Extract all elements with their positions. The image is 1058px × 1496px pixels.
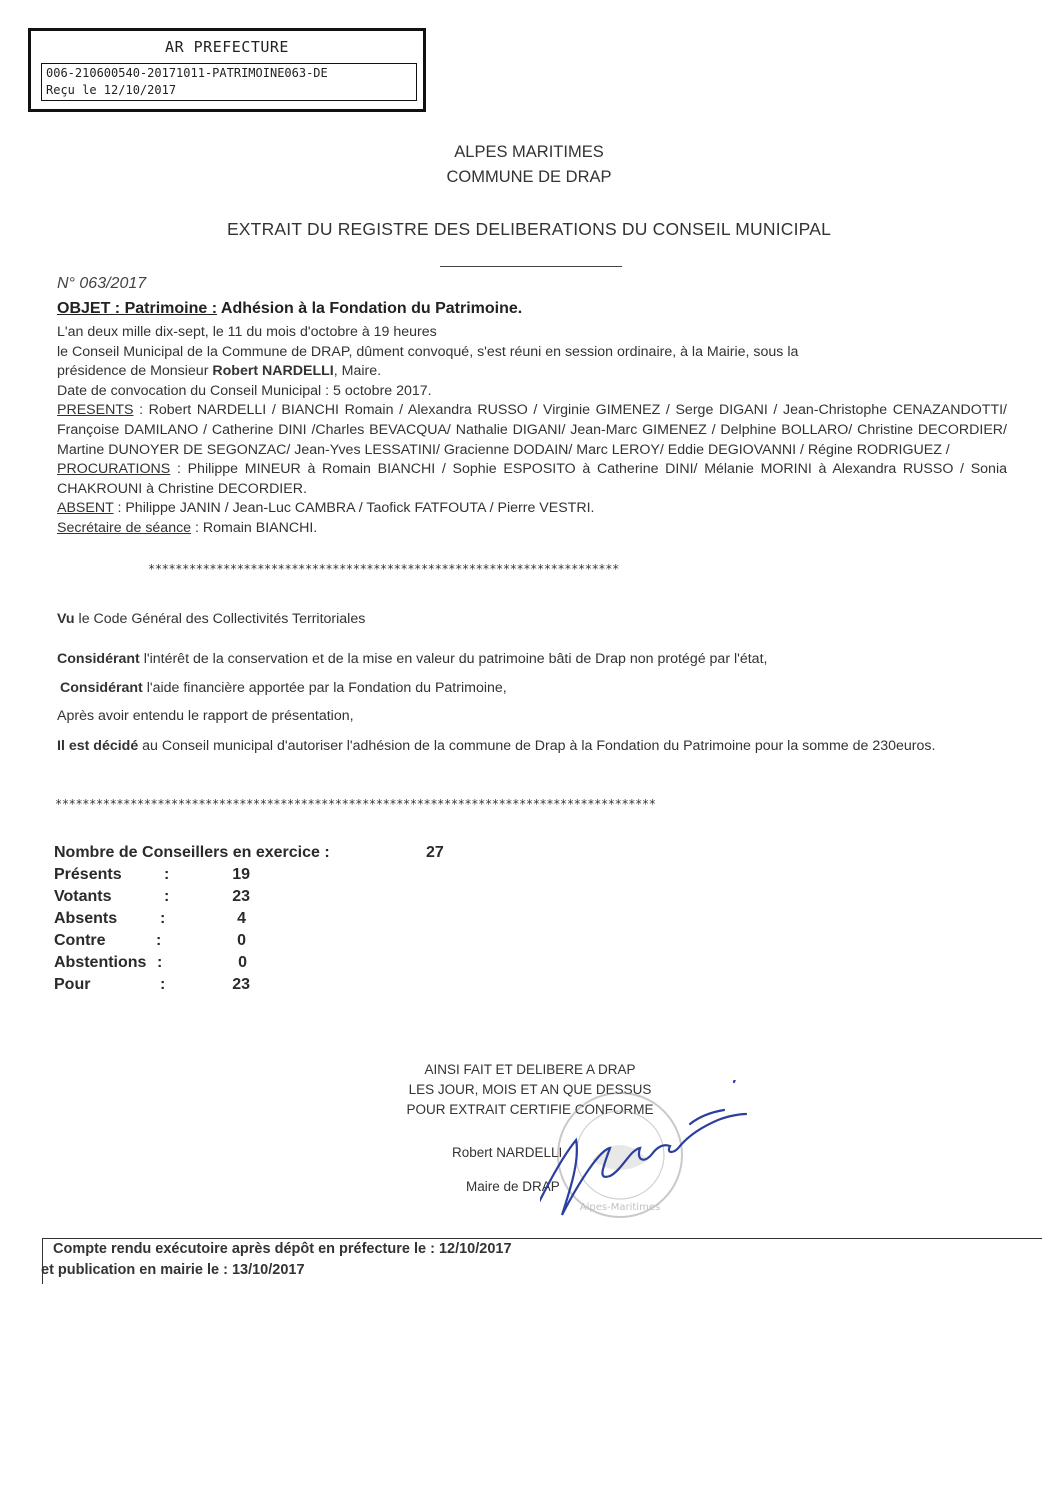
stamp-reference: 006-210600540-20171011-PATRIMOINE063-DE <box>46 66 328 80</box>
considerant-2-keyword: Considérant <box>60 680 143 696</box>
vote-label-absents: Absents <box>54 910 118 927</box>
vote-sep-presents: : <box>164 866 170 883</box>
decision-keyword: Il est décidé <box>57 738 139 754</box>
vote-label-votants: Votants <box>54 888 112 905</box>
certification-line-2: LES JOUR, MOIS ET AN QUE DESSUS <box>408 1082 652 1097</box>
considerant-1 <box>57 650 1007 670</box>
commune-name: COMMUNE DE DRAP <box>446 168 612 186</box>
considerant-1-keyword: Considérant <box>57 651 140 667</box>
department-name: ALPES MARITIMES <box>454 143 604 161</box>
vu-keyword: Vu <box>57 611 75 627</box>
session-info <box>57 323 1007 539</box>
decision-text: au Conseil municipal d'autoriser l'adhésion de la commune de Drap à la Fondation du Patrimoine pour la somme de 230euros. <box>138 738 936 754</box>
deliberation-number: N° 063/2017 <box>57 275 147 292</box>
stamp-reference-box <box>41 63 417 101</box>
considerant-2 <box>60 679 1010 699</box>
vote-sep-votants: : <box>164 888 170 905</box>
secretary-text: : Romain BIANCHI. <box>191 519 318 536</box>
absent-list <box>57 499 1007 519</box>
stamp-received-date: Reçu le 12/10/2017 <box>46 83 177 97</box>
signatory-name: Robert NARDELLI <box>452 1145 563 1160</box>
vote-value-presents: 19 <box>232 866 250 883</box>
councillors-in-office-label: Nombre de Conseillers en exercice : <box>54 844 330 861</box>
councillors-in-office-value: 27 <box>426 844 444 861</box>
certification-line-3: POUR EXTRAIT CERTIFIE CONFORME <box>406 1102 654 1117</box>
session-convening-line: le Conseil Municipal de la Commune de DRAP, dûment convoqué, s'est réuni en session ordinaire, à la Mairie, sous la <box>57 343 799 360</box>
secretary-line <box>57 519 1007 539</box>
vote-value-abstentions: 0 <box>238 954 247 971</box>
certification-line-1: AINSI FAIT ET DELIBERE A DRAP <box>424 1062 636 1077</box>
footer-line-1: Compte rendu exécutoire après dépôt en préfecture le : 12/10/2017 <box>53 1241 512 1257</box>
session-date-line: L'an deux mille dix-sept, le 11 du mois d'octobre à 19 heures <box>57 324 437 340</box>
mayor-name: Robert NARDELLI <box>212 363 334 380</box>
vote-sep-absents: : <box>160 910 166 927</box>
presents-list <box>57 401 1007 460</box>
procurations-text: : Philippe MINEUR à Romain BIANCHI / Sophie ESPOSITO à Catherine DINI/ Mélanie MORINI à Alexandra RUSSO / Sonia CHAKROUNI à Christine DECORDIER. <box>57 461 1007 497</box>
vote-value-contre: 0 <box>237 932 246 949</box>
absent-label: ABSENT <box>57 500 114 517</box>
vote-value-pour: 23 <box>232 976 250 993</box>
seal-text: Alpes-Maritimes <box>579 1202 661 1213</box>
mayor-seal-and-signature <box>540 1080 760 1230</box>
convocation-date-line: Date de convocation du Conseil Municipal : 5 octobre 2017. <box>57 382 432 399</box>
vote-sep-contre: : <box>156 932 162 949</box>
procurations-list <box>57 460 1007 499</box>
vote-sep-pour: : <box>160 976 166 993</box>
deliberation-object <box>57 300 522 318</box>
document-title: EXTRAIT DU REGISTRE DES DELIBERATIONS DU CONSEIL MUNICIPAL <box>226 219 832 239</box>
stamp-title: AR PREFECTURE <box>165 38 289 56</box>
title-divider <box>440 266 622 267</box>
vote-value-absents: 4 <box>237 910 246 927</box>
presentation-line: Après avoir entendu le rapport de présentation, <box>57 708 354 724</box>
prefecture-stamp <box>28 28 426 112</box>
vote-label-presents: Présents <box>54 866 122 883</box>
decision-paragraph <box>57 737 1007 757</box>
vote-label-pour: Pour <box>54 976 91 993</box>
presidency-suffix: , Maire. <box>333 363 382 380</box>
considerant-2-text: l'aide financière apportée par la Fondation du Patrimoine, <box>142 680 507 696</box>
vote-label-contre: Contre <box>54 932 106 949</box>
object-text: Adhésion à la Fondation du Patrimoine. <box>217 300 523 317</box>
stars-separator-bottom: **************************************************************************************** <box>55 797 656 811</box>
absent-text: : Philippe JANIN / Jean-Luc CAMBRA / Taofick FATFOUTA / Pierre VESTRI. <box>113 500 595 517</box>
vote-value-votants: 23 <box>232 888 250 905</box>
footer-box <box>42 1238 1042 1284</box>
session-presidency-line <box>57 362 1007 382</box>
vu-text: le Code Général des Collectivités Territoriales <box>74 611 366 627</box>
signatory-role: Maire de DRAP <box>466 1179 560 1194</box>
footer-line-2: et publication en mairie le : 13/10/2017 <box>41 1262 305 1278</box>
vote-sep-abstentions: : <box>157 954 163 971</box>
handwritten-signature-icon <box>540 1080 746 1220</box>
stars-separator-top: ********************************************************************* <box>148 562 619 576</box>
secretary-label: Secrétaire de séance <box>57 519 192 536</box>
considerant-1-text: l'intérêt de la conservation et de la mise en valeur du patrimoine bâti de Drap non protégé par l'état, <box>139 651 768 667</box>
presidency-prefix: présidence de Monsieur <box>57 363 213 380</box>
presents-text: : Robert NARDELLI / BIANCHI Romain / Alexandra RUSSO / Virginie GIMENEZ / Serge DIGANI / Jean-Christophe CENAZANDOTTI/ Françoise DAMILANO / Catherine DINI /Charles BEVACQUA/ Nathalie DIGANI/ Jean-Marc GIMENEZ / Delphine BOLLARO/ Christine DECORDIER/ Martine DUNOYER DE SEGONZAC/ Jean-Yves LESSATINI/ Gracienne DODAIN/ Marc LEROY/ Eddie DEGIOVANNI / Régine RODRIGUEZ / <box>57 402 1007 458</box>
vu-line <box>57 610 1007 630</box>
presents-label: PRESENTS <box>57 402 134 419</box>
vote-label-abstentions: Abstentions <box>54 954 147 971</box>
procurations-label: PROCURATIONS <box>57 461 171 478</box>
object-label: OBJET : Patrimoine : <box>57 300 218 317</box>
